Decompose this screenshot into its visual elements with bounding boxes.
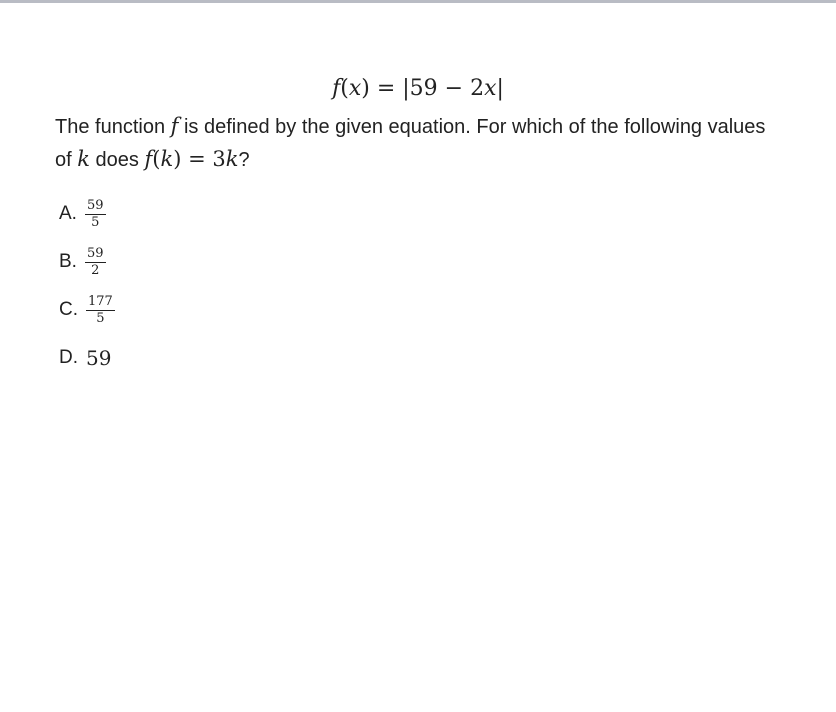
question-condition [144, 147, 238, 171]
fraction-numerator: 59 [86, 197, 104, 213]
choice-letter: D. [59, 347, 78, 368]
question-variable: k [77, 147, 90, 171]
eq-abs-close: | [496, 76, 504, 101]
function-equation [0, 74, 836, 104]
choice-c[interactable] [59, 286, 115, 334]
condition-coefficient: 3 [212, 147, 226, 171]
fraction-denominator: 5 [96, 310, 105, 326]
condition-function-name: f [144, 147, 153, 171]
condition-close-paren: ) [173, 147, 182, 171]
choice-fraction [86, 295, 115, 326]
fraction-denominator: 5 [91, 214, 100, 230]
choice-letter: C. [59, 299, 78, 320]
choice-d[interactable] [59, 334, 115, 382]
choice-letter: B. [59, 251, 77, 272]
fraction-denominator: 2 [91, 262, 100, 278]
condition-variable: k [160, 147, 174, 171]
choice-a[interactable] [59, 190, 115, 238]
eq-function-name: f [332, 76, 341, 101]
eq-open-paren: ( [340, 76, 349, 101]
eq-close-paren: ) [361, 76, 370, 101]
question-part-2: is defined by the given equation. For which of the following values of [55, 116, 766, 171]
eq-variable: x [348, 76, 362, 101]
question-part-4: ? [238, 149, 250, 171]
choice-b[interactable] [59, 238, 115, 286]
condition-equals: = [181, 147, 213, 171]
question-part-1: The function [55, 116, 171, 138]
choice-fraction [85, 247, 106, 278]
eq-abs-open: | [402, 76, 410, 101]
fraction-numerator: 177 [88, 293, 113, 309]
choice-value: 59 [86, 346, 112, 370]
choice-letter: A. [59, 203, 77, 224]
eq-constant: 59 [409, 76, 438, 101]
top-border-bar [0, 0, 836, 3]
eq-variable-2: x [484, 76, 497, 101]
condition-open-paren: ( [152, 147, 161, 171]
answer-choices [59, 190, 115, 382]
eq-coefficient: 2 [470, 76, 485, 101]
eq-minus: − [437, 76, 471, 101]
condition-variable-2: k [225, 147, 239, 171]
eq-equals: = [369, 76, 403, 101]
question-part-3: does [89, 149, 145, 171]
question-function-name: f [170, 114, 179, 138]
question-text [55, 110, 785, 176]
fraction-numerator: 59 [86, 245, 104, 261]
choice-fraction [85, 199, 106, 230]
